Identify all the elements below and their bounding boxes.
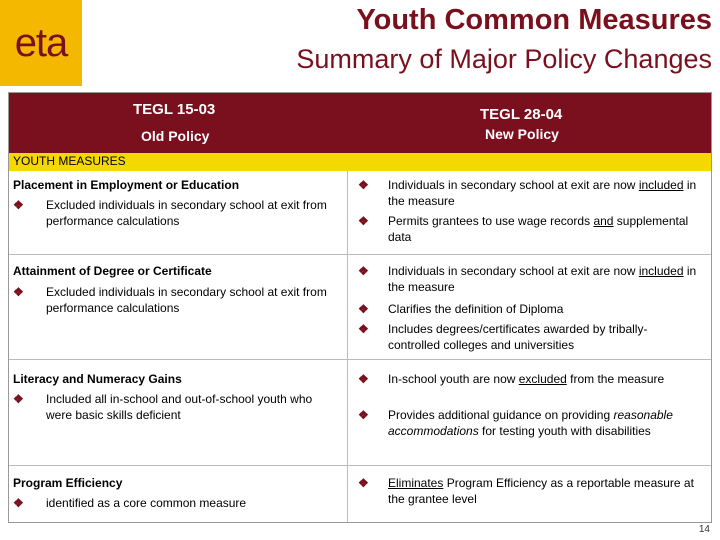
row-divider	[9, 465, 711, 466]
row-2-old	[13, 263, 341, 279]
row-3-new-bullet-1: ❖ In-school youth are now excluded from the measure	[358, 372, 665, 386]
bullet-icon: ❖	[358, 214, 369, 228]
row-4-old	[13, 475, 341, 491]
bullet-icon: ❖	[13, 392, 24, 406]
row-2-new-bullet-3: ❖ Includes degrees/certificates awarded by tribally-controlled colleges and universities	[358, 322, 648, 352]
row-4-new-bullet-1: ❖ Eliminates Program Efficiency as a reportable measure at the grantee level	[358, 476, 694, 506]
row-2-new-bullet-1: ❖ Individuals in secondary school at exit are now included in the measure	[358, 264, 697, 294]
page-subtitle: Summary of Major Policy Changes	[296, 44, 712, 74]
row-divider	[9, 254, 711, 255]
row-4-heading: Program Efficiency	[13, 476, 123, 490]
bullet-icon: ❖	[358, 372, 369, 386]
row-3-old-bullet-1: ❖ Included all in-school and out-of-school youth who were basic skills deficient	[13, 392, 313, 422]
page-number: 14	[698, 524, 710, 535]
row-1-heading: Placement in Employment or Education	[13, 178, 240, 192]
row-3-heading: Literacy and Numeracy Gains	[13, 372, 182, 386]
bullet-icon: ❖	[13, 285, 24, 299]
bullet-icon: ❖	[13, 198, 24, 212]
row-divider	[9, 359, 711, 360]
row-2-old-bullet-1: ❖ Excluded individuals in secondary school at exit from performance calculations	[13, 285, 327, 315]
bullet-icon: ❖	[358, 302, 369, 316]
bullet-icon: ❖	[358, 476, 369, 490]
row-2-heading: Attainment of Degree or Certificate	[13, 264, 212, 278]
policy-table	[8, 92, 712, 523]
row-2-new-bullet-2: ❖ Clarifies the definition of Diploma	[358, 302, 564, 316]
column-divider	[347, 171, 348, 522]
bullet-icon: ❖	[13, 496, 24, 510]
logo-text: eta	[14, 20, 68, 65]
old-policy-title: TEGL 15-03	[133, 101, 216, 118]
row-1-new-bullet-1: ❖ Individuals in secondary school at exit are now included in the measure	[358, 178, 697, 208]
new-policy-subtitle: New Policy	[485, 126, 559, 142]
section-label: YOUTH MEASURES	[13, 154, 126, 168]
row-3-old	[13, 371, 341, 387]
bullet-icon: ❖	[358, 264, 369, 278]
row-4-old-bullet-1: ❖ identified as a core common measure	[13, 496, 247, 510]
new-policy-header	[347, 93, 711, 153]
bullet-icon: ❖	[358, 408, 369, 422]
section-band	[9, 153, 711, 171]
row-1-old	[13, 177, 341, 193]
page-title: Youth Common Measures	[356, 4, 712, 36]
eta-logo	[0, 0, 82, 86]
row-3-new-bullet-2: ❖ Provides additional guidance on providing reasonable accommodations for testing youth with disabilities	[358, 408, 673, 438]
old-policy-header	[9, 93, 347, 153]
old-policy-subtitle: Old Policy	[141, 128, 210, 144]
row-1-new-bullet-2: ❖ Permits grantees to use wage records and supplemental data	[358, 214, 689, 244]
bullet-icon: ❖	[358, 322, 369, 336]
bullet-icon: ❖	[358, 178, 369, 192]
new-policy-title: TEGL 28-04	[480, 106, 563, 123]
row-1-old-bullet-1: ❖ Excluded individuals in secondary school at exit from performance calculations	[13, 198, 327, 228]
